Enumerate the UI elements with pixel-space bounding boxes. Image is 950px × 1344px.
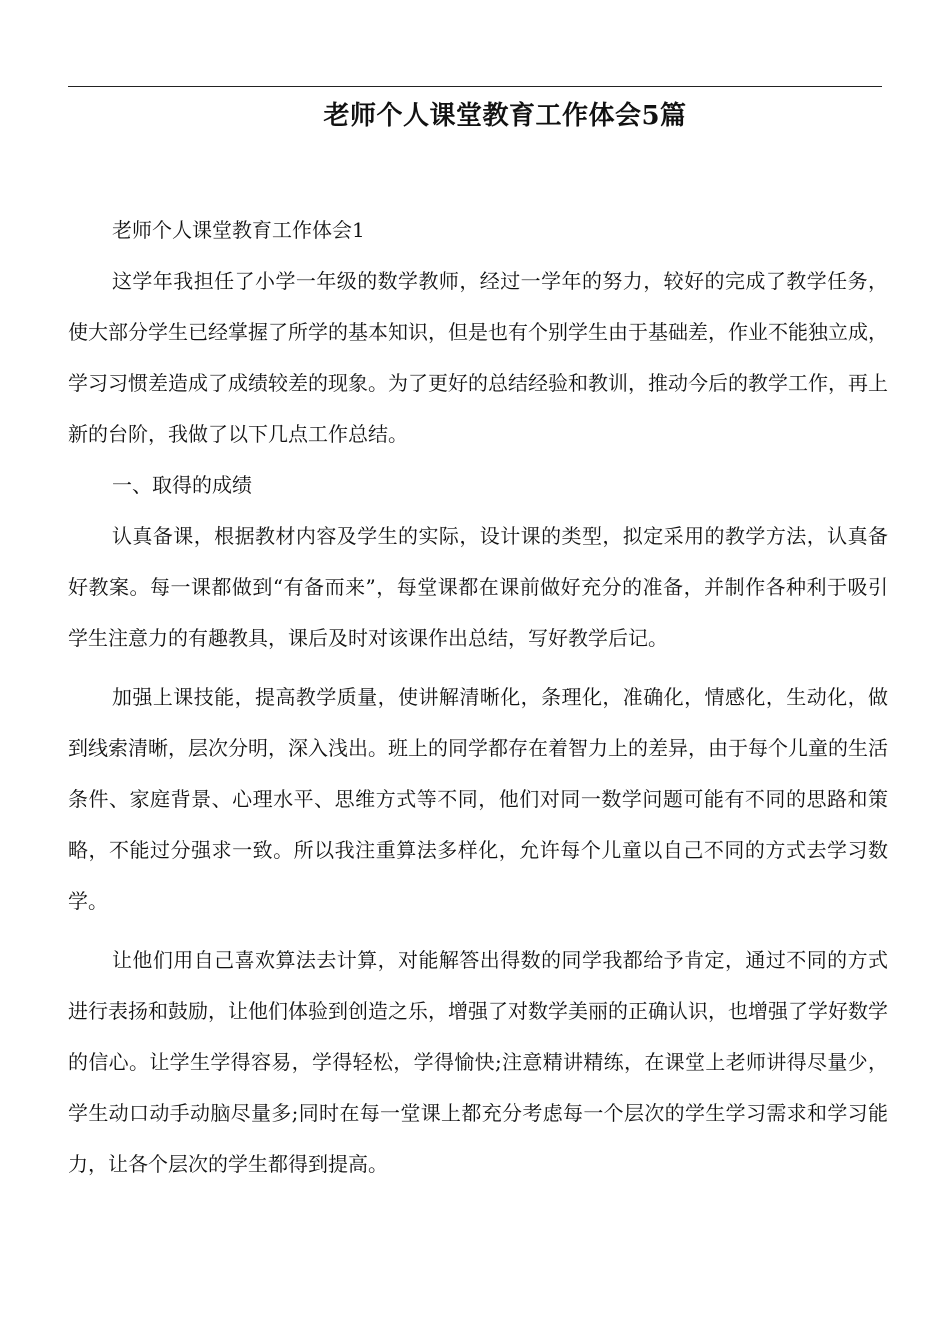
section-heading: 老师个人课堂教育工作体会1 — [112, 218, 365, 242]
body-paragraph: 让他们用自己喜欢算法去计算，对能解答出得数的同学我都给予肯定，通过不同的方式进行表扬和鼓励，让他们体验到创造之乐，增强了对数学美丽的正确认识，也增强了学好数学的信心。让学生学得容易，学得轻松，学得愉快;注意精讲精练，在课堂上老师讲得尽量少，学生动口动手动脑尽量多;同时在每一堂课上都充分考虑每一个层次的学生学习需求和学习能力，让各个层次的学生都得到提高。 — [68, 948, 888, 1176]
body-paragraph: 加强上课技能，提高教学质量，使讲解清晰化，条理化，准确化，情感化，生动化，做到线索清晰，层次分明，深入浅出。班上的同学都存在着智力上的差异，由于每个儿童的生活条件、家庭背景、心理水平、思维方式等不同，他们对同一数学问题可能有不同的思路和策略，不能过分强求一致。所以我注重算法多样化，允许每个儿童以自己不同的方式去学习数学。 — [68, 685, 888, 913]
document-title: 老师个人课堂教育工作体会5篇 — [323, 101, 687, 131]
body-paragraph: 这学年我担任了小学一年级的数学教师，经过一学年的努力，较好的完成了教学任务，使大部分学生已经掌握了所学的基本知识，但是也有个别学生由于基础差，作业不能独立成，学习习惯差造成了成绩较差的现象。为了更好的总结经验和教训，推动今后的教学工作，再上新的台阶，我做了以下几点工作总结。 — [68, 269, 888, 446]
header-rule — [68, 86, 882, 87]
document-body — [68, 205, 888, 1190]
section-heading: 一、取得的成绩 — [112, 473, 252, 497]
body-paragraph: 认真备课，根据教材内容及学生的实际，设计课的类型，拟定采用的教学方法，认真备好教案。每一课都做到“有备而来”，每堂课都在课前做好充分的准备，并制作各种利于吸引学生注意力的有趣教具，课后及时对该课作出总结，写好教学后记。 — [68, 524, 888, 650]
